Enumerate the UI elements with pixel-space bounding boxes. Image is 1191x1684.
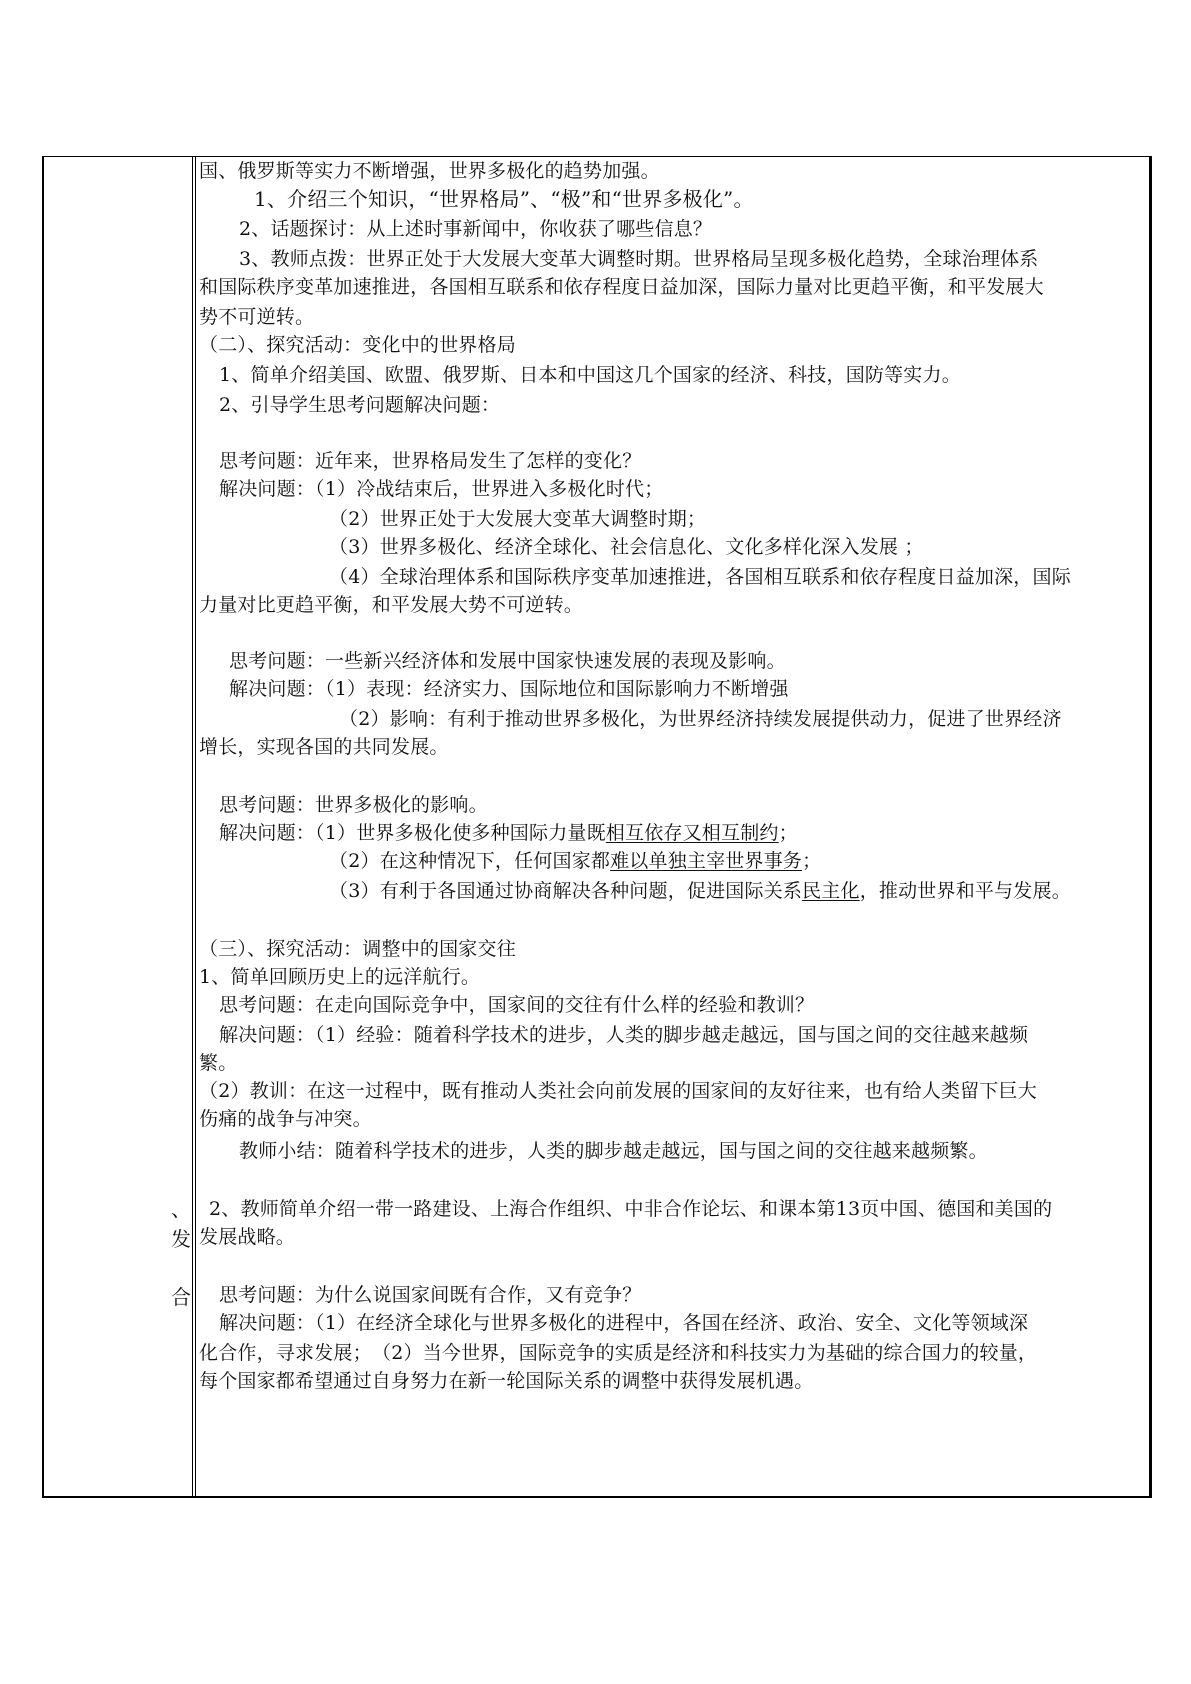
text-line [199, 735, 449, 759]
text-line [219, 477, 663, 501]
text-line-main: （4）全球治理体系和国际秩序变革加速推进，各国相互联系和依存程度日益加深，国际 [329, 566, 1071, 588]
text-line [219, 793, 488, 817]
text-line [219, 821, 798, 845]
text-line-main: 思考问题：世界多极化的影响。 [219, 794, 488, 816]
column-divider [192, 157, 193, 1496]
text-line-main: （2）教训：在这一过程中，既有推动人类社会向前发展的国家间的友好往来，也有给人类留下巨大 [199, 1080, 1037, 1102]
text-line-main: （2）世界正处于大发展大变革大调整时期； [329, 508, 707, 530]
text-line [339, 707, 1062, 731]
text-line-main: 思考问题：近年来，世界格局发生了怎样的变化？ [219, 450, 642, 472]
text-line-main: 伤痛的战争与冲突。 [199, 1108, 372, 1130]
underlined-term: 难以单独主宰世界事务 [610, 850, 803, 872]
text-line [199, 1079, 1037, 1103]
text-line [239, 217, 712, 241]
text-line [199, 1107, 372, 1131]
text-line-main: 化合作，寻求发展； （2）当今世界，国际竞争的实质是经济和科技实力为基础的综合国力的较量， [199, 1342, 1038, 1364]
text-line [219, 993, 814, 1017]
text-line-main: 1、简单介绍美国、欧盟、俄罗斯、日本和中国这几个国家的经济、科技，国防等实力。 [219, 364, 961, 386]
text-line-main: 2、教师简单介绍一带一路建设、上海合作组织、中非合作论坛、和课本第13页中国、德国和美国的 [209, 1198, 1053, 1220]
text-line-main: 思考问题：在走向国际竞争中，国家间的交往有什么样的经验和教训？ [219, 994, 815, 1016]
text-line-main: 解决问题：（1）世界多极化使多种国际力量既 [219, 822, 606, 844]
text-line [239, 1139, 988, 1163]
text-line [199, 159, 660, 183]
text-line [254, 187, 754, 211]
text-line [199, 333, 516, 357]
text-line [199, 1225, 295, 1249]
text-line [199, 965, 480, 989]
text-line-main: 和国际秩序变革加速推进，各国相互联系和依存程度日益加深，国际力量对比更趋平衡，和平发展大 [199, 276, 1044, 298]
text-line [229, 677, 789, 701]
text-line-main: 解决问题：（1）表现：经济实力、国际地位和国际影响力不断增强 [229, 678, 789, 700]
text-line-tail: ； [802, 850, 822, 872]
text-line-main: 思考问题：为什么说国家间既有合作，又有竞争？ [219, 1284, 642, 1306]
text-line-main: 2、引导学生思考问题解决问题： [219, 394, 501, 416]
text-line [199, 305, 314, 329]
text-line-main: 解决问题：（1）冷战结束后，世界进入多极化时代； [219, 478, 664, 500]
text-line [329, 507, 706, 531]
text-line-main: 教师小结：随着科学技术的进步，人类的脚步越走越远，国与国之间的交往越来越频繁。 [239, 1140, 988, 1162]
text-line [229, 649, 786, 673]
text-line [219, 1311, 1028, 1335]
lesson-table [42, 156, 1152, 1498]
text-line-tail: ； [778, 822, 798, 844]
text-line [219, 1283, 641, 1307]
text-line [199, 275, 1044, 299]
text-line-main: 每个国家都希望通过自身努力在新一轮国际关系的调整中获得发展机遇。 [199, 1370, 814, 1392]
text-line-main: 思考问题：一些新兴经济体和发展中国家快速发展的表现及影响。 [229, 650, 786, 672]
underlined-term: 民主化 [802, 880, 860, 902]
text-line [199, 1051, 237, 1075]
text-line [199, 593, 583, 617]
text-line-main: 解决问题：（1）经验：随着科学技术的进步，人类的脚步越走越远，国与国之间的交往越来越频 [219, 1024, 1029, 1046]
text-line [199, 1341, 1037, 1365]
text-line-main: （3）世界多极化、经济全球化、社会信息化、文化多样化深入发展 ； [329, 536, 924, 558]
text-line-main: 3、教师点拨：世界正处于大发展大变革大调整时期。世界格局呈现多极化趋势，全球治理体系 [239, 248, 1039, 270]
text-line-main: 繁。 [199, 1052, 238, 1074]
text-line [219, 1023, 1028, 1047]
left-column-char: 、 [171, 1197, 191, 1221]
text-line-tail: ，推动世界和平与发展。 [859, 880, 1071, 902]
text-line-main: 力量对比更趋平衡，和平发展大势不可逆转。 [199, 594, 584, 616]
text-line [199, 937, 516, 961]
text-line-main: （二）、探究活动：变化中的世界格局 [199, 334, 516, 356]
text-line [199, 1369, 813, 1393]
text-line [219, 449, 641, 473]
underlined-term: 相互依存又相互制约 [605, 822, 779, 844]
text-line [329, 565, 1071, 589]
text-line [219, 363, 961, 387]
text-line [329, 879, 1071, 903]
text-line [219, 393, 500, 417]
text-line [329, 535, 924, 559]
left-column-char: 合 [171, 1285, 191, 1309]
text-line [209, 1197, 1052, 1221]
text-line-main: 2、话题探讨：从上述时事新闻中，你收获了哪些信息？ [239, 218, 713, 240]
text-line-main: 势不可逆转。 [199, 306, 315, 328]
text-line-main: 发展战略。 [199, 1226, 296, 1248]
text-line-main: （三）、探究活动：调整中的国家交往 [199, 938, 516, 960]
text-line-main: （2）影响：有利于推动世界多极化，为世界经济持续发展提供动力，促进了世界经济 [339, 708, 1062, 730]
text-line-main: 1、简单回顾历史上的远洋航行。 [199, 966, 481, 988]
text-line [239, 247, 1039, 271]
text-line-main: 国、俄罗斯等实力不断增强，世界多极化的趋势加强。 [199, 160, 660, 182]
text-line-main: 解决问题：（1）在经济全球化与世界多极化的进程中，各国在经济、政治、安全、文化等领域深 [219, 1312, 1029, 1334]
column-divider-inner [195, 157, 196, 1496]
left-column-char: 发 [171, 1227, 191, 1251]
text-line-main: （2）在这种情况下，任何国家都 [329, 850, 611, 872]
text-line [329, 849, 821, 873]
text-line-main: 增长，实现各国的共同发展。 [199, 736, 449, 758]
text-line-main: 1、介绍三个知识，“世界格局”、“极”和“世界多极化”。 [254, 187, 754, 211]
text-line-main: （3）有利于各国通过协商解决各种问题，促进国际关系 [329, 880, 803, 902]
